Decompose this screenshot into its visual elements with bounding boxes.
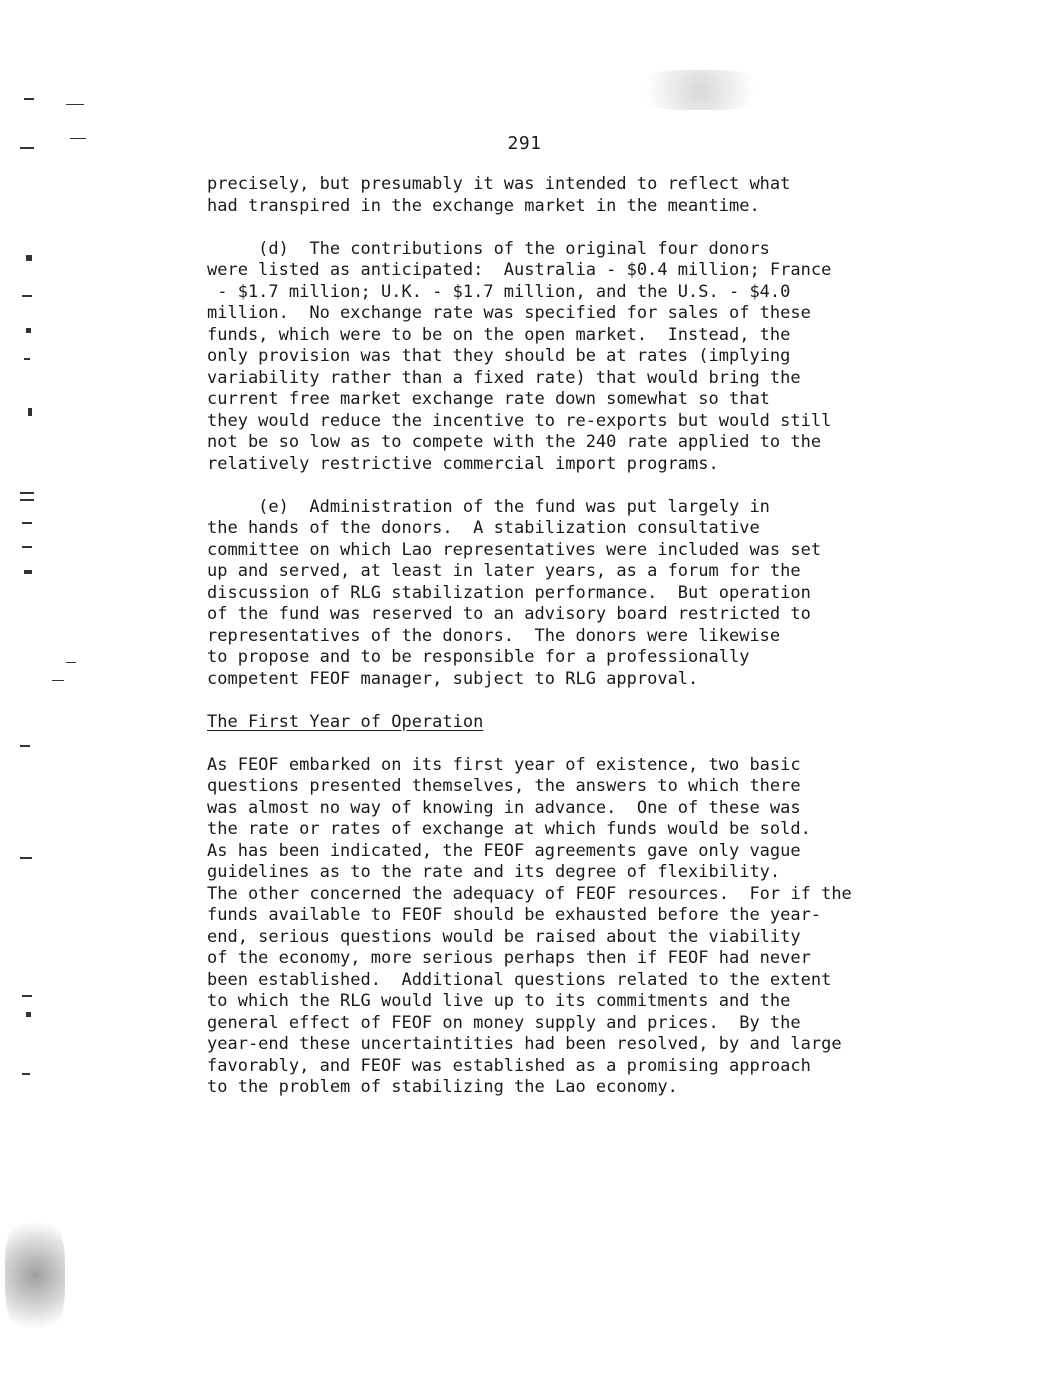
text-line: current free market exchange rate down somewhat so that [207, 389, 770, 409]
text-line: representatives of the donors. The donors were likewise [207, 625, 781, 646]
text-line: the hands of the donors. A stabilization consultative [207, 518, 760, 538]
text-line: the rate or rates of exchange at which funds would be sold. [207, 819, 811, 839]
text-line: guidelines as to the rate and its degree of flexibility. [207, 862, 781, 882]
text-line: not be so low as to compete with the 240 rate applied to the [207, 432, 822, 452]
text-line: relatively restrictive commercial import programs. [207, 453, 719, 474]
text-line: to the problem of stabilizing the Lao economy. [207, 1077, 678, 1097]
text-line: to propose and to be responsible for a professionally [207, 647, 750, 667]
text-line: competent FEOF manager, subject to RLG approval. [207, 668, 699, 689]
text-line: variability rather than a fixed rate) that would bring the [207, 367, 801, 388]
text-line: - $1.7 million; U.K. - $1.7 million, and the U.S. - $4.0 [207, 281, 791, 302]
text-line: (e) Administration of the fund was put largely in [207, 496, 770, 517]
text-line: up and served, at least in later years, as a forum for the [207, 561, 801, 581]
text-line: million. No exchange rate was specified for sales of these [207, 303, 811, 323]
text-line: favorably, and FEOF was established as a promising approach [207, 1055, 811, 1076]
text-line: As has been indicated, the FEOF agreements gave only vague [207, 840, 801, 861]
paragraph-first-year [207, 755, 887, 1099]
text-line: The other concerned the adequacy of FEOF resources. For if the [207, 883, 852, 904]
text-line: of the economy, more serious perhaps then if FEOF had never [207, 948, 811, 968]
paragraph-d [207, 239, 887, 476]
text-line: funds available to FEOF should be exhausted before the year- [207, 905, 822, 925]
text-line: was almost no way of knowing in advance. One of these was [207, 797, 801, 818]
text-line: year-end these uncertaintities had been resolved, by and large [207, 1034, 842, 1054]
text-line: end, serious questions would be raised about the viability [207, 926, 801, 947]
text-line: they would reduce the incentive to re-exports but would still [207, 410, 832, 431]
text-line: questions presented themselves, the answers to which there [207, 776, 801, 796]
page-number: 291 [507, 133, 542, 154]
document-body [207, 174, 887, 1099]
text-line: only provision was that they should be at rates (implying [207, 346, 791, 366]
paragraph-e [207, 497, 887, 691]
text-line: general effect of FEOF on money supply and prices. By the [207, 1012, 801, 1033]
text-line: had transpired in the exchange market in the meantime. [207, 195, 760, 216]
text-line: (d) The contributions of the original four donors [207, 238, 770, 259]
text-line: funds, which were to be on the open market. Instead, the [207, 324, 791, 345]
text-line: discussion of RLG stabilization performance. But operation [207, 582, 811, 603]
text-line: As FEOF embarked on its first year of existence, two basic [207, 754, 801, 775]
text-line: been established. Additional questions related to the extent [207, 969, 832, 990]
section-heading: The First Year of Operation [207, 711, 484, 732]
text-line: to which the RLG would live up to its commitments and the [207, 991, 791, 1011]
text-line: of the fund was reserved to an advisory board restricted to [207, 604, 811, 624]
paragraph-continuation [207, 174, 887, 217]
text-line: were listed as anticipated: Australia - $0.4 million; France [207, 260, 832, 280]
text-line: committee on which Lao representatives were included was set [207, 539, 822, 560]
text-line: precisely, but presumably it was intended to reflect what [207, 174, 791, 194]
